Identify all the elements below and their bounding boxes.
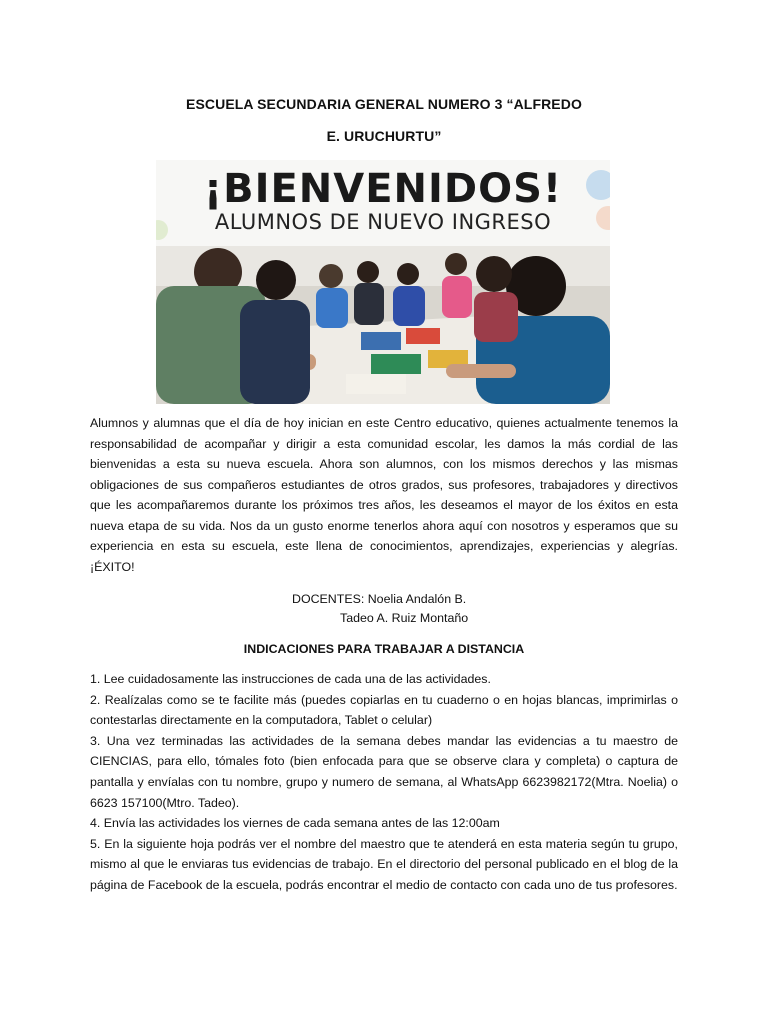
section-title: INDICACIONES PARA TRABAJAR A DISTANCIA [243,642,525,656]
signature-line2: Tadeo A. Ruiz Montaño [340,611,469,625]
banner-subheadline: ALUMNOS DE NUEVO INGRESO [214,210,552,234]
students-photo [156,246,610,404]
instruction-item: 3. Una vez terminadas las actividades de la semana debes mandar las evidencias a tu maestro de CIENCIAS, para ello, tómales foto (bien enfocada para que se observe clara y completa) o captura de pantalla y envíalas con tu nombre, grupo y numero de semana, al WhatsApp 6623982172(Mtra. Noelia) o 6623 157100(Mtro. Tadeo). [90,733,678,810]
instruction-item: 1. Lee cuidadosamente las instrucciones de cada una de las actividades. [90,672,491,686]
school-title-line2: E. URUCHURTU” [326,128,442,144]
instruction-item: 4. Envía las actividades los viernes de cada semana antes de las 12:00am [90,816,500,831]
signature-line1: DOCENTES: Noelia Andalón B. [292,592,467,606]
school-title-line1: ESCUELA SECUNDARIA GENERAL NUMERO 3 “ALFREDO [186,96,582,112]
welcome-paragraph: Alumnos y alumnas que el día de hoy inician en este Centro educativo, quienes actualmente tenemos la responsabilidad de acompañar y dirigir a esta comunidad escolar, les damos la más cordial de las bienvenidas a esta su nueva escuela. Ahora son alumnos, con los mismos derechos y las mismas obligaciones de sus compañeros estudiantes de otros grados, sus profesores, trabajadores y directivos que les acompañaremos durante los próximos tres años, les deseamos el mayor de los éxitos en esta nueva etapa de su vida. Nos da un gusto enorme tenerlos ahora aquí con nosotros y esperamos que su experiencia en esta su escuela, este llena de conocimientos, aprendizajes, experiencias y alegrías. ¡ÉXITO! [90,416,678,574]
banner-headline: ¡BIENVENIDOS! [203,166,563,212]
instruction-item: 5. En la siguiente hoja podrás ver el nombre del maestro que te atenderá en esta materia según tu grupo, mismo al que le enviaras tus evidencias de trabajo. En el directorio del personal publicado en el blog de la página de Facebook de la escuela, podrás encontrar el medio de contacto con cada uno de tus profesores. [90,836,678,892]
instructions-list [90,669,678,896]
welcome-banner-image [156,160,610,404]
instruction-item: 2. Realízalas como se te facilite más (puedes copiarlas en tu cuaderno o en hojas blancas, imprimirlas o contestarlas directamente en la computadora, Tablet o celular) [90,692,678,728]
